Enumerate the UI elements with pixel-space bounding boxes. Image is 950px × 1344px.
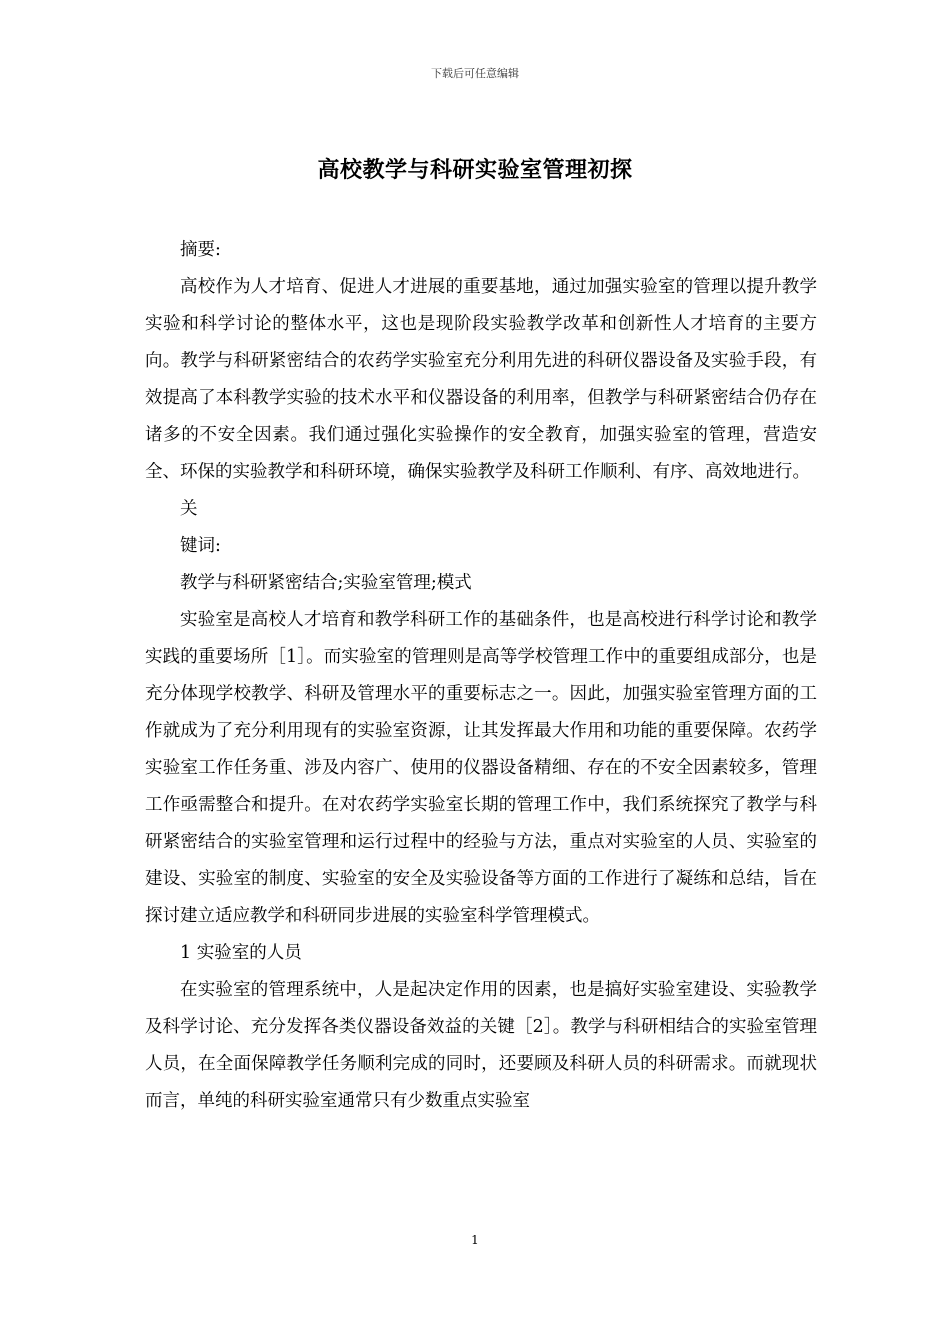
- document-title: 高校教学与科研实验室管理初探: [317, 157, 633, 183]
- abstract-paragraph: 高校作为人才培育、促进人才进展的重要基地，通过加强实验室的管理以提升教学实验和科学讨论的整体水平，这也是现阶段实验教学改革和创新性人才培育的主要方向。教学与科研紧密结合的农药学实验室充分利用先进的科研仪器设备及实验手段，有效提高了本科教学实验的技术水平和仪器设备的利用率，但教学与科研紧密结合仍存在诸多的不安全因素。我们通过强化实验操作的安全教育，加强实验室的管理，营造安全、环保的实验教学和科研环境，确保实验教学及科研工作顺利、有序、高效地进行。: [145, 277, 817, 482]
- section-1-paragraph: 在实验室的管理系统中，人是起决定作用的因素，也是搞好实验室建设、实验教学及科学讨论、充分发挥各类仪器设备效益的关键［2］。教学与科研相结合的实验室管理人员，在全面保障教学任务顺利完成的同时，还要顾及科研人员的科研需求。而就现状而言，单纯的科研实验室通常只有少数重点实验室: [145, 980, 817, 1111]
- section-1-heading: 1 实验室的人员: [180, 943, 302, 963]
- page-number: 1: [471, 1233, 479, 1247]
- page-header: 下载后可任意编辑: [431, 67, 519, 80]
- keywords-text: 教学与科研紧密结合;实验室管理;模式: [180, 573, 472, 593]
- document-body: [145, 232, 817, 1120]
- keywords-label-part2: 键词:: [180, 536, 221, 556]
- keywords-label-part1: 关: [180, 499, 198, 519]
- abstract-label: 摘要:: [180, 240, 221, 260]
- intro-paragraph: 实验室是高校人才培育和教学科研工作的基础条件，也是高校进行科学讨论和教学实践的重要场所［1］。而实验室的管理则是高等学校管理工作中的重要组成部分，也是充分体现学校教学、科研及管理水平的重要标志之一。因此，加强实验室管理方面的工作就成为了充分利用现有的实验室资源，让其发挥最大作用和功能的重要保障。农药学实验室工作任务重、涉及内容广、使用的仪器设备精细、存在的不安全因素较多，管理工作亟需整合和提升。在对农药学实验室长期的管理工作中，我们系统探究了教学与科研紧密结合的实验室管理和运行过程中的经验与方法，重点对实验室的人员、实验室的建设、实验室的制度、实验室的安全及实验设备等方面的工作进行了凝练和总结，旨在探讨建立适应教学和科研同步进展的实验室科学管理模式。: [145, 610, 817, 926]
